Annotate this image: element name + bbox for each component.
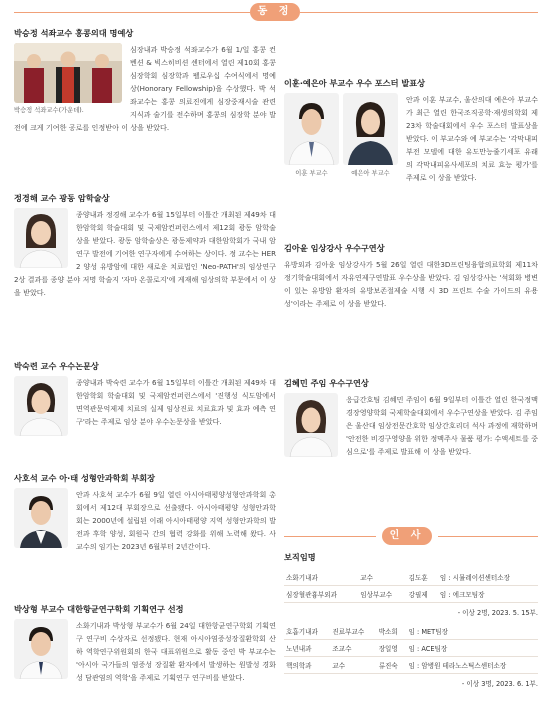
news-entry [14, 361, 276, 440]
department-cell: 핵의학과 [284, 657, 330, 674]
entry-title: 박상형 부교수 대한항균연구학회 기획연구 선정 [14, 604, 184, 614]
appointment-row [284, 657, 538, 674]
section-header-news: 동 정 [250, 3, 300, 21]
portrait-photo [284, 393, 338, 457]
appointment-row [284, 569, 538, 586]
photo-caption: 예은아 부교수 [351, 170, 390, 177]
department-cell: 소화기내과 [284, 569, 358, 586]
entry-body: 심장내과 박승정 석좌교수가 6월 1/일 홍콩 컨벤션 & 빅스히비션 센터에서 열린 제10회 홍콩심장학회 심장학과 펠로우십 수여식에서 명예상(Honorary Fellowship)을 수상했다. 박 석좌교수는 홍콩 의료진에게 심장중재시술 관련 지식과 술기를 전수하며 홍콩의 심장학 분야 발전에 크게 기여한 공로를 인정받아 이 상을 받았다. [14, 45, 276, 132]
appointment-count-1: - 이상 2명, 2023. 5. 15부. [457, 609, 538, 617]
department-cell: 심장혈관흉부외과 [284, 586, 358, 603]
department-cell: 노년내과 [284, 640, 330, 657]
portrait-photo [284, 93, 339, 165]
header-rule-right [300, 12, 538, 13]
group-photo [14, 43, 122, 103]
appointment-table-2 [284, 623, 538, 674]
news-entry [14, 604, 276, 684]
entry-body: 안과 사호석 교수가 6월 9일 열린 아시아태평양성형안과학회 총회에서 제12대 부회장으로 선출됐다. 아시아태평양 성형안과학회는 2000년에 설립된 이래 아시아태평양 지역 성형안과학의 발전과 후학 양성, 회원국 간의 협력 강화를 위해 노력해 왔다. 사 교수의 임기는 2023년 6월부터 2년간이다. [76, 490, 276, 551]
rank-cell: 임상부교수 [358, 586, 406, 603]
rank-cell: 교수 [358, 569, 406, 586]
appointment-table-1 [284, 569, 538, 603]
news-entry [14, 28, 276, 134]
portrait-photo [14, 619, 68, 679]
position-cell: 임 : MET팀장 [407, 623, 538, 640]
portrait-photo [14, 208, 68, 268]
insa-section [284, 526, 538, 694]
news-entry [14, 473, 276, 553]
section-header-personnel: 인 사 [382, 527, 432, 545]
portrait-photo [14, 488, 68, 548]
department-cell: 호흡기내과 [284, 623, 330, 640]
rank-cell: 교수 [330, 657, 376, 674]
entry-body: 안과 이훈 부교수, 울산의대 예은아 부교수가 최근 열린 한국조직공학·재생의학회 제23차 학술대회에서 우수 포스터 발표상을 받았다. 이 부교수와 예 부교수는 '각막내피부전 모델에 대한 유도만능줄기세포 유래의 각막내피유사세포의 치료 효능 평가'를 주제로 이 상을 받았다. [406, 95, 538, 182]
position-cell: 임 : 시뮬레이션센터소장 [438, 569, 538, 586]
position-cell: 임 : 에크모팀장 [438, 586, 538, 603]
entry-title: 김아윤 임상강사 우수구연상 [284, 243, 385, 253]
photo-caption: 박승정 석좌교수(가운데). [14, 107, 84, 114]
entry-title: 박숙련 교수 우수논문상 [14, 361, 99, 371]
appointment-row [284, 640, 538, 657]
entry-title: 이훈·예은아 부교수 우수 포스터 발표상 [284, 78, 426, 88]
entry-body: 유방외과 김아윤 임상강사가 5월 26일 열린 대한3D프린팅융합의료학회 제11차 정기학술대회에서 자유연제구연발표 우수상을 받았다. 김 임상강사는 '석회화 병변이 있는 유방암 환자의 유방보존절제술 시행 시 3D 프린트 수술 가이드의 유용성'이라는 주제로 이 상을 받았다. [284, 260, 538, 308]
name-cell: 장일영 [377, 640, 407, 657]
entry-body: 종양내과 박숙련 교수가 6월 15일부터 이틀간 개최된 제49차 대한암학회 학술대회 및 국제암컨퍼런스에서 '진행성 식도암에서 면역관문억제제 치료의 실제 임상진료 치료효과 및 효과 예측 연구'라는 주제로 임상 분야 우수논문상을 받았다. [76, 378, 276, 426]
position-cell: 임 : 암병원 테라노스틱스센터소장 [407, 657, 538, 674]
name-cell: 박소희 [377, 623, 407, 640]
appointment-row [284, 623, 538, 640]
entry-title: 사호석 교수 아·태 성형안과학회 부회장 [14, 473, 156, 483]
header-rule-left [14, 12, 250, 13]
entry-title: 정경해 교수 광동 암학술상 [14, 193, 110, 203]
news-entry [284, 78, 538, 184]
entry-body: 응급간호팀 김혜민 주임이 6월 9일부터 이틀간 열린 한국정맥경장영양학회 국제학술대회에서 우수구연상을 받았다. 김 주임은 울산대 임상전문간호학 임상간호리더 석사 과정에 재학하며 '안전한 비경구영양을 위한 정맥주사 물품 평가: 수액세트를 중심으로'를 주제로 발표해 이 상을 받았다. [346, 395, 538, 456]
portrait-photo [14, 376, 68, 436]
news-entry [14, 193, 276, 299]
entry-body: 종양내과 정경해 교수가 6월 15일부터 이틀간 개최된 제49차 대한암학회 학술대회 및 국제암컨퍼런스에서 제12회 광동 암학술상을 받았다. 광동 암학술상은 광동제약과 대한암학회가 국내 암 연구 발전에 기여한 연구자에게 수여하는 상이다. 정 교수는 HER2 양성 유방암에 대한 새로운 치료법인 'Neo-PATH'의 임상연구 2상 결과를 종양 분야 저명 학술지 '자마 온콜로지'에 게재해 임상의학 부문에서 이 상을 받았다. [14, 210, 276, 297]
appointment-count-2: - 이상 3명, 2023. 6. 1부. [461, 680, 538, 688]
appointment-row [284, 586, 538, 603]
portrait-photo [343, 93, 398, 165]
name-cell: 김도훈 [407, 569, 438, 586]
news-entry [284, 243, 538, 310]
entry-title: 박승정 석좌교수 홍콩의대 명예상 [14, 28, 134, 38]
name-cell: 류진숙 [377, 657, 407, 674]
photo-caption: 이훈 부교수 [295, 170, 328, 177]
insa-rule-right [438, 536, 538, 537]
rank-cell: 조교수 [330, 640, 376, 657]
rank-cell: 진료부교수 [330, 623, 376, 640]
news-entry [284, 378, 538, 461]
appointment-title: 보직임명 [284, 552, 316, 562]
entry-body: 소화기내과 박상형 부교수가 6월 24일 대한항균연구학회 기획연구 연구비 수상자로 선정됐다. 현재 아시아염증성장질환학회 산하 역학연구위원회의 한국 대표위원으로 활동 중인 박 부교수는 '아시아 국가들의 염증성 장질환 환자에서 발생하는 원발성 경화성 담관염의 역학'을 주제로 기획연구 연구비를 받았다. [76, 621, 276, 682]
entry-title: 김혜민 주임 우수구연상 [284, 378, 369, 388]
name-cell: 강필제 [407, 586, 438, 603]
position-cell: 임 : ACE팀장 [407, 640, 538, 657]
insa-rule-left [284, 536, 376, 537]
